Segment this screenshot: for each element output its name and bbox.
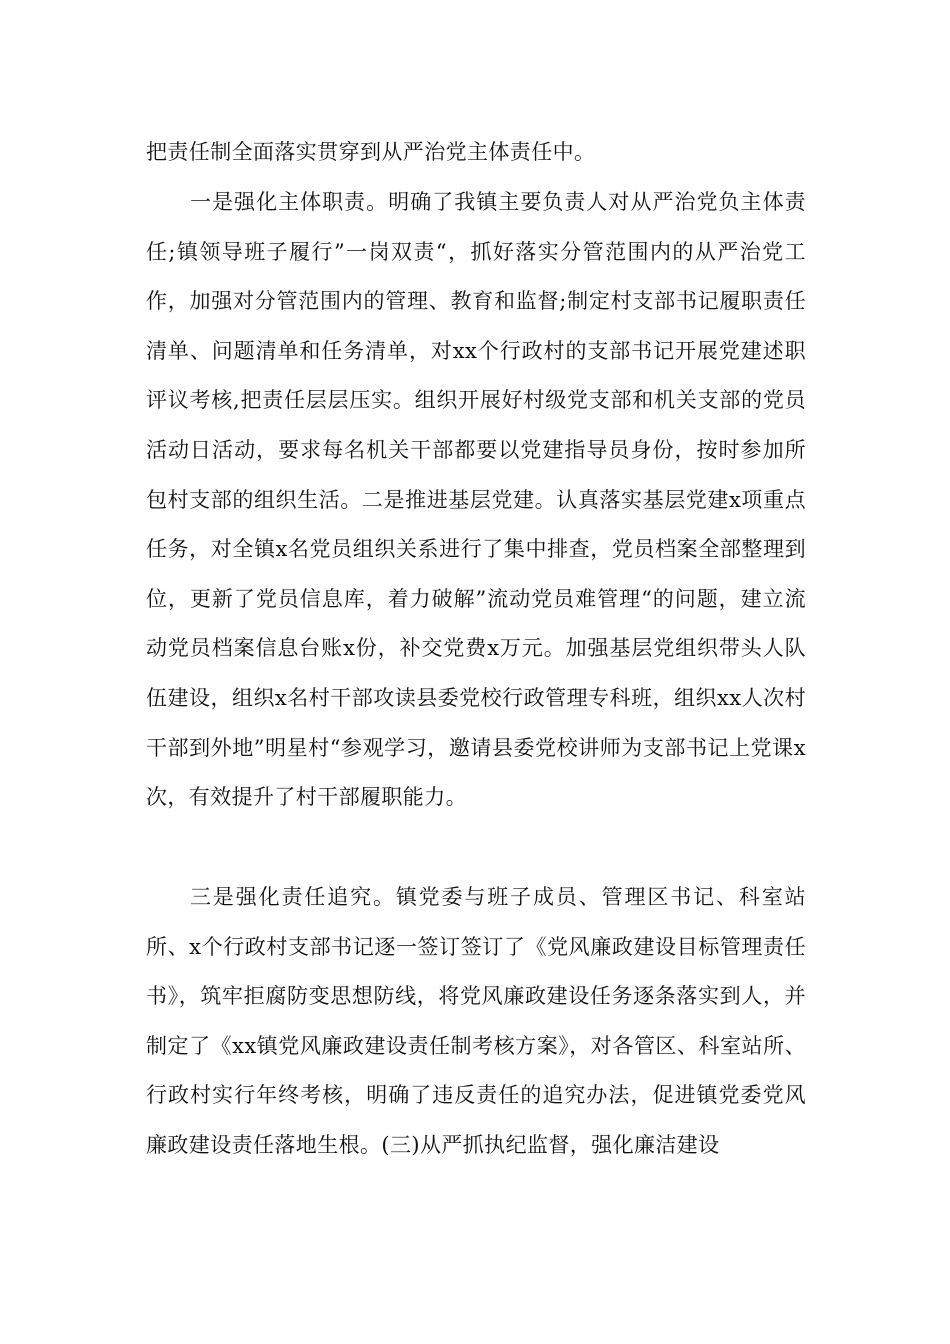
paragraph-text: 一是强化主体职责。明确了我镇主要负责人对从严治党负主体责任;镇领导班子履行”一岗双责“，抓好落实分管范围内的从严治党工作，加强对分管范围内的管理、教育和监督;制定村支部书记履职责任清单、问题清单和任务清单，对xx个行政村的支部书记开展党建述职评议考核,把责任层层压实。组织开展好村级党支部和机关支部的党员活动日活动，要求每名机关干部都要以党建指导员身份，按时参加所包村支部的组织生活。二是推进基层党建。认真落实基层党建x项重点任务，对全镇x名党员组织关系进行了集中排查，党员档案全部整理到位，更新了党员信息库，着力破解”流动党员难管理“的问题，建立流动党员档案信息台账x份，补交党费x万元。加强基层党组织带头人队伍建设，组织x名村干部攻读县委党校行政管理专科班，组织xx人次村干部到外地”明星村“参观学习，邀请县委党校讲师为支部书记上党课x次，有效提升了村干部履职能力。 bbox=[146, 190, 806, 810]
paragraph-continued bbox=[146, 128, 806, 178]
paragraph-strengthen-responsibility bbox=[146, 178, 806, 823]
paragraph-text: 三是强化责任追究。镇党委与班子成员、管理区书记、科室站所、x个行政村支部书记逐一签订签订了《党风廉政建设目标管理责任书》，筑牢拒腐防变思想防线，将党风廉政建设任务逐条落实到人，并制定了《xx镇党风廉政建设责任制考核方案》，对各管区、科室站所、行政村实行年终考核，明确了违反责任的追究办法，促进镇党委党风廉政建设责任落地生根。(三)从严抓执纪监督，强化廉洁建设 bbox=[146, 885, 806, 1157]
paragraph-accountability bbox=[146, 873, 806, 1171]
paragraph-text: 把责任制全面落实贯穿到从严治党主体责任中。 bbox=[146, 140, 596, 164]
